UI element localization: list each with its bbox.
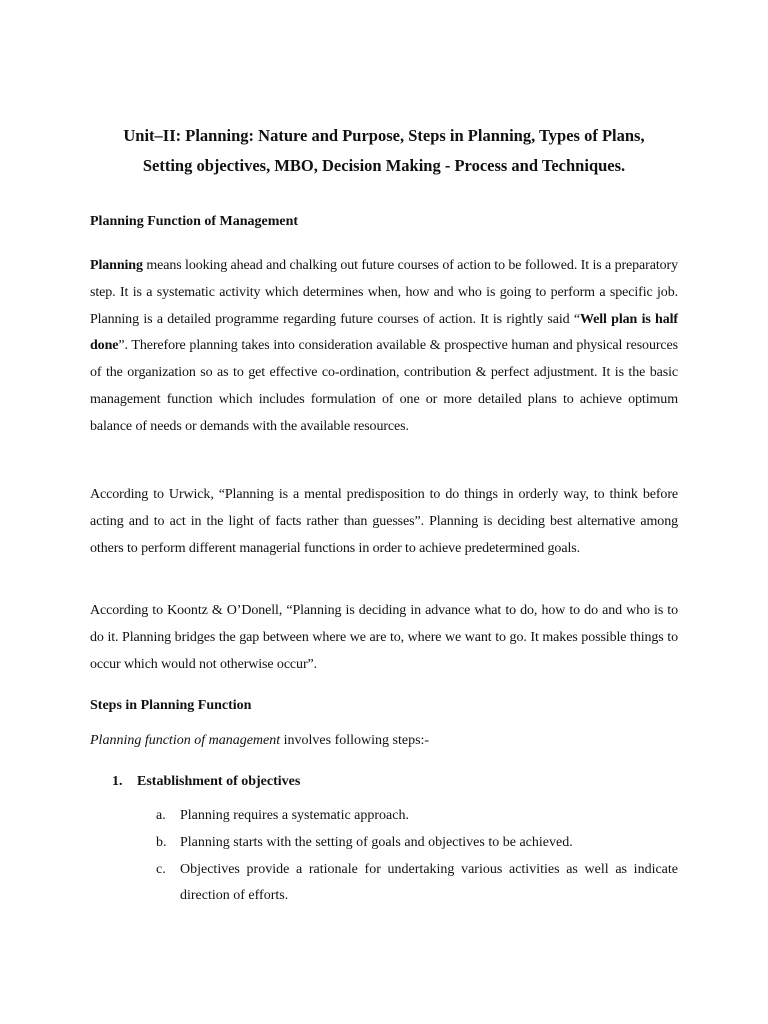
step-1-heading bbox=[112, 772, 300, 792]
list-marker: c. bbox=[156, 861, 166, 877]
list-item-text: Planning starts with the setting of goals and objectives to be achieved. bbox=[180, 834, 573, 850]
list-item bbox=[156, 857, 678, 911]
paragraph-text-2: ”. Therefore planning takes into consideration available & prospective human and physical resources of the organization so as to get effective co-ordination, contribution & perfect adjustment. It is the basic management function which includes formulation of one or more detailed plans to achieve optimum balance of needs or demands with the available resources. bbox=[90, 338, 678, 434]
step-1-label: Establishment of objectives bbox=[137, 774, 301, 789]
section-heading-steps: Steps in Planning Function bbox=[90, 698, 252, 713]
intro-rest: involves following steps:- bbox=[280, 733, 430, 748]
list-item-text: Objectives provide a rationale for undertaking various activities as well as indicate direction of efforts. bbox=[180, 861, 678, 904]
page-title bbox=[90, 121, 678, 181]
title-line-1: Unit–II: Planning: Nature and Purpose, Steps in Planning, Types of Plans, bbox=[123, 126, 645, 145]
list-item bbox=[156, 803, 678, 830]
paragraph-koontz: According to Koontz & O’Donell, “Planning is deciding in advance what to do, how to do and who is to do it. Planning bridges the gap between where we are to, where we want to go. It makes possible things to occur which would not otherwise occur”. bbox=[90, 603, 678, 672]
step-1-sublist bbox=[156, 803, 678, 910]
quote-well-plan: Well plan is half done bbox=[90, 311, 678, 354]
planning-lead-term: Planning bbox=[90, 258, 143, 273]
steps-intro bbox=[90, 731, 429, 751]
paragraph-planning-definition bbox=[90, 253, 678, 441]
step-1-number: 1. bbox=[112, 774, 123, 789]
list-item-text: Planning requires a systematic approach. bbox=[180, 808, 409, 823]
list-marker: b. bbox=[156, 834, 167, 850]
paragraph-urwick: According to Urwick, “Planning is a mental predisposition to do things in orderly way, to think before acting and to act in the light of facts rather than guesses”. Planning is deciding best alternative among others to perform different managerial functions in order to achieve predetermined goals. bbox=[90, 487, 678, 556]
paragraph-text-1: means looking ahead and chalking out future courses of action to be followed. It is a preparatory step. It is a systematic activity which determines when, how and who is going to perform a specific job. Planning is a detailed programme regarding future courses of action. It is rightly said “ bbox=[90, 258, 678, 327]
intro-italic-term: Planning function of management bbox=[90, 733, 281, 748]
list-marker: a. bbox=[156, 808, 166, 823]
title-line-2: Setting objectives, MBO, Decision Making - Process and Techniques. bbox=[142, 156, 626, 175]
section-heading-planning-function: Planning Function of Management bbox=[90, 214, 299, 229]
list-item bbox=[156, 830, 678, 857]
